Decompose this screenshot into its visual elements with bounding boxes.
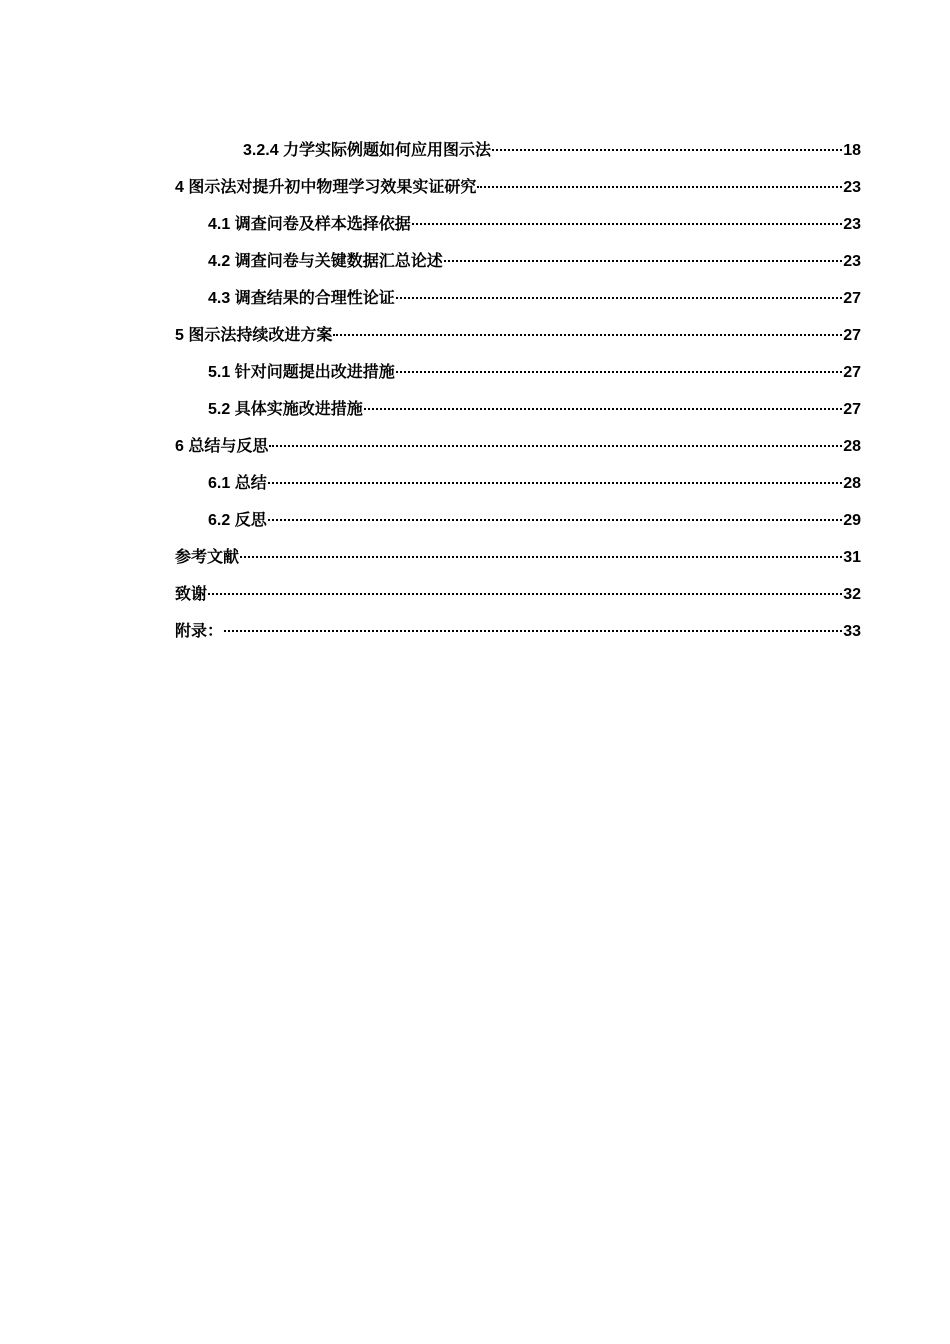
toc-entry-title: 6.2 反思 — [208, 512, 267, 529]
toc-page-number: 29 — [843, 512, 861, 529]
toc-page-number: 27 — [843, 401, 861, 418]
toc-entry-title: 4.1 调查问卷及样本选择依据 — [208, 216, 411, 233]
toc-dot-leader — [268, 482, 843, 484]
toc-page-number: 31 — [843, 549, 861, 566]
toc-entry-4-1[interactable] — [175, 206, 861, 243]
toc-page-number: 28 — [843, 475, 861, 492]
toc-dot-leader — [396, 297, 843, 299]
toc-dot-leader — [364, 408, 843, 410]
toc-entry-references[interactable] — [175, 539, 861, 576]
toc-page-number: 33 — [843, 623, 861, 640]
toc-entry-title: 4 图示法对提升初中物理学习效果实证研究 — [175, 179, 477, 196]
toc-entry-4-3[interactable] — [175, 280, 861, 317]
toc-page-number: 27 — [843, 327, 861, 344]
toc-entry-5-2[interactable] — [175, 391, 861, 428]
toc-entry-title: 致谢 — [175, 586, 208, 603]
toc-dot-leader — [396, 371, 843, 373]
toc-dot-leader — [477, 186, 842, 188]
toc-entry-6-1[interactable] — [175, 465, 861, 502]
toc-page-number: 27 — [843, 290, 861, 307]
toc-entry-4-2[interactable] — [175, 243, 861, 280]
toc-dot-leader — [492, 149, 842, 151]
toc-entry-title: 参考文献 — [175, 549, 240, 566]
toc-entry-title: 5.1 针对问题提出改进措施 — [208, 364, 395, 381]
toc-page-number: 18 — [843, 142, 861, 159]
toc-entry-title: 6.1 总结 — [208, 475, 267, 492]
toc-entry-title: 5 图示法持续改进方案 — [175, 327, 333, 344]
toc-page-number: 23 — [843, 216, 861, 233]
toc-entry-title: 5.2 具体实施改进措施 — [208, 401, 363, 418]
toc-entry-6-2[interactable] — [175, 502, 861, 539]
toc-dot-leader — [333, 334, 842, 336]
toc-dot-leader — [269, 445, 842, 447]
toc-dot-leader — [240, 556, 842, 558]
toc-entry-title: 6 总结与反思 — [175, 438, 269, 455]
table-of-contents — [175, 132, 861, 650]
toc-entry-title: 附录： — [175, 623, 224, 640]
toc-dot-leader — [444, 260, 843, 262]
toc-entry-3-2-4[interactable] — [175, 132, 861, 169]
toc-dot-leader — [412, 223, 843, 225]
toc-entry-title: 4.3 调查结果的合理性论证 — [208, 290, 395, 307]
toc-entry-acknowledgements[interactable] — [175, 576, 861, 613]
toc-page-number: 23 — [843, 253, 861, 270]
toc-dot-leader — [268, 519, 843, 521]
toc-dot-leader — [224, 630, 842, 632]
toc-entry-5[interactable] — [175, 317, 861, 354]
toc-entry-6[interactable] — [175, 428, 861, 465]
toc-page-number: 23 — [843, 179, 861, 196]
toc-page-number: 27 — [843, 364, 861, 381]
toc-entry-title: 4.2 调查问卷与关键数据汇总论述 — [208, 253, 443, 270]
toc-page-number: 32 — [843, 586, 861, 603]
toc-page-number: 28 — [843, 438, 861, 455]
toc-entry-appendix[interactable] — [175, 613, 861, 650]
toc-entry-title: 3.2.4 力学实际例题如何应用图示法 — [243, 142, 492, 159]
toc-dot-leader — [208, 593, 842, 595]
toc-entry-4[interactable] — [175, 169, 861, 206]
toc-entry-5-1[interactable] — [175, 354, 861, 391]
